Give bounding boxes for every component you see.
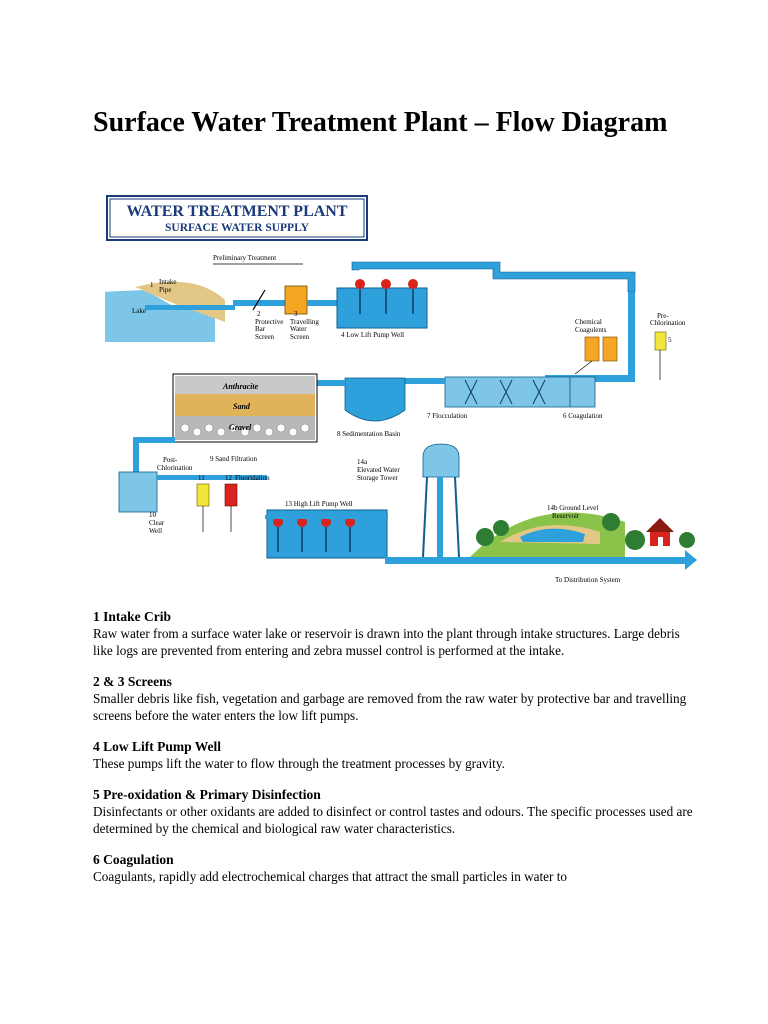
clear-well-number: 10 — [149, 511, 156, 519]
section-low-lift-pump-well — [93, 738, 693, 772]
section-body: Smaller debris like fish, vegetation and garbage are removed from the raw water by protective bar and travelling screens before the water enters the low lift pumps. — [93, 691, 687, 723]
section-intake-crib — [93, 608, 693, 659]
tower-label-2: Storage Tower — [357, 474, 398, 482]
section-coagulation — [93, 851, 693, 885]
diagram-banner — [107, 196, 367, 240]
section-heading: 5 Pre-oxidation & Primary Disinfection — [93, 787, 321, 802]
coagulation-label: 6 Coagulation — [563, 412, 603, 420]
fluoridation-label: Fluoridation — [235, 474, 270, 482]
lake-label: Lake — [132, 307, 146, 315]
section-heading: 1 Intake Crib — [93, 609, 172, 624]
tower-label-1: Elevated Water — [357, 466, 400, 474]
coagulation-flocculation — [405, 292, 635, 407]
description-sections — [93, 608, 693, 899]
elevated-storage-tower — [423, 444, 459, 557]
flocculation-label: 7 Flocculation — [427, 412, 468, 420]
screen3-label-2: Water — [290, 325, 307, 333]
clear-well-label-2: Well — [149, 527, 163, 535]
section-body: Coagulants, rapidly add electrochemical charges that attract the small particles in water to — [93, 869, 567, 884]
intake-label: Intake — [159, 278, 177, 286]
banner-title: WATER TREATMENT PLANT — [126, 203, 348, 220]
screen3-number: 3 — [294, 310, 298, 318]
screen2-label-3: Screen — [255, 333, 275, 341]
chemical-coagulants — [575, 332, 666, 380]
intake-pipe — [233, 286, 345, 314]
gravel-label: Gravel — [229, 423, 252, 432]
reservoir-label-1: 14b Ground Level — [547, 504, 599, 512]
chemical-label-2: Coagulents — [575, 326, 607, 334]
section-heading: 6 Coagulation — [93, 852, 174, 867]
screen2-label-2: Bar — [255, 325, 266, 333]
tower-number: 14a — [357, 458, 368, 466]
screen3-label-3: Screen — [290, 333, 310, 341]
sedimentation-basin — [317, 378, 405, 421]
prechlor-label-2: Chlorination — [650, 319, 686, 327]
prechlor-number: 5 — [668, 336, 672, 344]
screen2-label-1: Protective — [255, 318, 284, 326]
house-icon — [646, 518, 674, 546]
sedimentation-label: 8 Sedimentation Basin — [337, 430, 401, 438]
anthracite-label: Anthracite — [223, 382, 259, 391]
section-heading: 2 & 3 Screens — [93, 674, 172, 689]
banner-subtitle: SURFACE WATER SUPPLY — [165, 222, 309, 234]
page-title: Surface Water Treatment Plant – Flow Diagram — [93, 107, 668, 138]
preliminary-treatment-label: Preliminary Treatment — [213, 254, 277, 262]
treatment-plant-diagram — [105, 192, 700, 592]
postchlor-label-2: Chlorination — [157, 464, 193, 472]
postchlor-label-1: Post- — [163, 456, 178, 464]
prechlor-label-1: Pre- — [657, 312, 669, 320]
intake-label-2: Pipe — [159, 286, 172, 294]
section-screens — [93, 673, 693, 724]
feeder-11-number: 11 — [198, 474, 205, 482]
clear-well-label-1: Clear — [149, 519, 165, 527]
section-pre-oxidation — [93, 786, 693, 837]
feeder-12-number: 12 — [225, 474, 232, 482]
post-chemical-feeders — [197, 484, 237, 532]
high-lift-label: 13 High Lift Pump Well — [285, 500, 353, 508]
section-heading: 4 Low Lift Pump Well — [93, 739, 222, 754]
sand-label: Sand — [233, 402, 250, 411]
reservoir-label-2: Reservoir — [552, 512, 580, 520]
chemical-label-1: Chemical — [575, 318, 602, 326]
intake-number: 1 — [150, 281, 154, 289]
high-lift-pump-well — [265, 510, 388, 558]
sand-filtration-label: 9 Sand Filtration — [210, 455, 258, 463]
screen2-number: 2 — [257, 310, 261, 318]
section-body: Raw water from a surface water lake or reservoir is drawn into the plant through intake structures. Large debris like logs are prevented from entering and zebra mussel control is performed at the intake. — [93, 626, 680, 658]
distribution-label: To Distribution System — [555, 576, 621, 584]
section-body: These pumps lift the water to flow through the treatment processes by gravity. — [93, 756, 505, 771]
low-lift-label: 4 Low Lift Pump Well — [341, 331, 405, 339]
section-body: Disinfectants or other oxidants are added to disinfect or control tastes and odours. The specific processes used are determined by the chemical and biological raw water characteristics. — [93, 804, 693, 836]
screen3-label-1: Travelling — [290, 318, 319, 326]
